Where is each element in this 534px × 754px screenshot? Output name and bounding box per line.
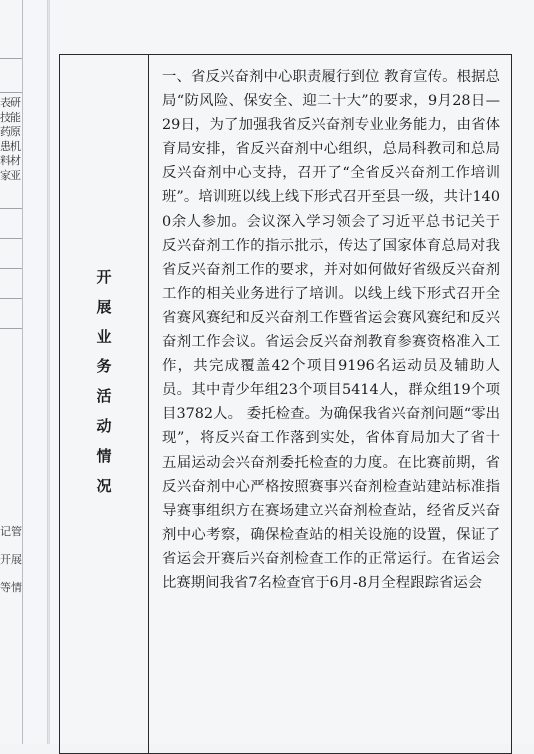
- sliver-block-text: 开展: [0, 553, 22, 566]
- sliver-rule: [0, 298, 22, 299]
- sliver-char: 亚: [10, 168, 21, 182]
- sliver-text-column: [10, 96, 22, 183]
- sliver-char: 机: [10, 139, 21, 153]
- previous-page-sliver: [0, 0, 23, 744]
- section-label-char: 务: [96, 357, 112, 376]
- sliver-rule: [0, 268, 22, 269]
- sliver-block-text: 记管: [0, 525, 22, 538]
- sliver-rule: [0, 328, 22, 329]
- section-label-char: 业: [96, 327, 112, 346]
- sliver-char: 料: [0, 154, 11, 167]
- sliver-rule: [0, 92, 22, 93]
- sliver-rule: [0, 208, 22, 209]
- sliver-char: 原: [10, 125, 21, 138]
- report-table: [59, 54, 512, 754]
- section-label-char: 开: [96, 268, 112, 286]
- section-label-char: 活: [96, 387, 112, 406]
- section-body-text: 一、省反兴奋剂中心职责履行到位 教育宣传。根据总局“防风险、保安全、迎二十大”的要求，9月28日—29日，为了加强我省反兴奋剂专业业务能力，由省体育局安排，省反兴奋剂中心组织，总局科教司和总局反兴奋剂中心支持，召开了“全省反兴奋剂工作培训班”。培训班以线上线下形式召开至县一级，共计1400余人参加。会议深入学习领会了习近平总书记关于反兴奋剂工作的指示批示，传达了国家体育总局对我省反兴奋剂工作的要求，并对如何做好省级反兴奋剂工作的相关业务进行了培训。以线上线下形式召开全省赛风赛纪和反兴奋剂工作暨省运会赛风赛纪和反兴奋剂工作会议。省运会反兴奋剂教育参赛资格准入工作，共完成覆盖42个项目9196名运动员及辅助人员。其中青少年组23个项目5414人，群众组19个项目3782人。 委托检查。为确保我省兴奋剂问题“零出现”，将反兴奋工作落到实处，省体育局加大了省十五届运动会兴奋剂委托检查的力度。在比赛前期，省反兴奋剂中心严格按照赛事兴奋剂检查站建站标准指导赛事组织方在赛场建立兴奋剂检查站，经省反兴奋剂中心考察，确保检查站的相关设施的设置，保证了省运会开赛后兴奋剂检查工作的正常运行。在省运会比赛期间我省7名检查官于6月-8月全程跟踪省运会: [162, 69, 500, 591]
- sliver-char: 表: [0, 96, 11, 109]
- section-label-char: 情: [96, 446, 112, 465]
- sliver-rule: [0, 238, 22, 239]
- sliver-rule: [0, 58, 22, 59]
- sliver-char: 能: [10, 110, 21, 124]
- sliver-char: 研: [10, 96, 21, 109]
- section-label-char: 动: [96, 416, 112, 435]
- sliver-char: 材: [10, 154, 21, 167]
- section-label-char: 展: [96, 297, 112, 316]
- sliver-char: 患: [0, 139, 11, 153]
- column-divider: [148, 55, 149, 753]
- sliver-char: 药: [0, 125, 11, 138]
- section-label-char: 况: [96, 476, 112, 495]
- sliver-char: 技: [0, 110, 11, 124]
- section-label: [60, 263, 148, 501]
- page-fold: [47, 0, 50, 744]
- sliver-char: 家: [0, 168, 11, 182]
- sliver-block-text: 等情: [0, 581, 22, 594]
